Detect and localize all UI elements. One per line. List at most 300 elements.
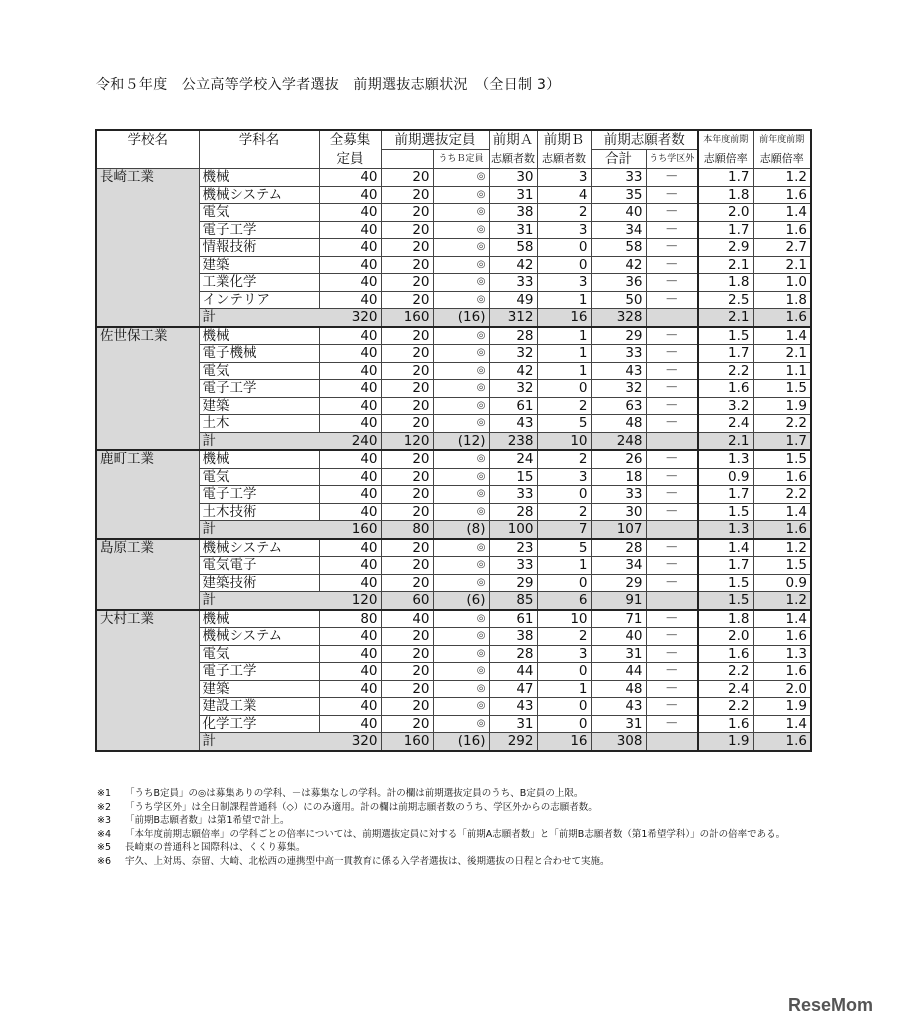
footnote-marker: ※4 <box>97 828 112 840</box>
prev-rate-cell: 1.2 <box>753 539 811 557</box>
dept-cell: 計 <box>199 309 319 327</box>
dept-cell: 情報技術 <box>199 239 319 257</box>
dept-cell: 機械 <box>199 610 319 628</box>
b-applicants-cell: 5 <box>537 539 591 557</box>
out-of-district-cell: － <box>646 628 698 646</box>
out-of-district-cell: － <box>646 468 698 486</box>
rate-cell: 2.2 <box>698 698 753 716</box>
applicants-total-cell: 43 <box>591 698 646 716</box>
rate-cell: 2.2 <box>698 362 753 380</box>
b-applicants-cell: 5 <box>537 415 591 433</box>
total-cap-cell: 40 <box>319 397 381 415</box>
header-rate-2: 志願倍率 <box>698 150 753 169</box>
a-applicants-cell: 33 <box>489 486 537 504</box>
prev-rate-cell: 1.6 <box>753 309 811 327</box>
table-row <box>96 539 811 557</box>
rate-cell: 1.3 <box>698 521 753 539</box>
a-applicants-cell: 31 <box>489 715 537 733</box>
b-applicants-cell: 1 <box>537 680 591 698</box>
dept-cell: 機械システム <box>199 186 319 204</box>
b-cap-cell: ◎ <box>433 663 489 681</box>
prev-rate-cell: 1.4 <box>753 503 811 521</box>
footnote-text: 「うちB定員」の◎は募集ありの学科、－は募集なしの学科。計の欄は前期選抜定員のうち、B定員の上限。 <box>125 788 584 799</box>
b-cap-cell: ◎ <box>433 645 489 663</box>
prev-rate-cell: 1.6 <box>753 221 811 239</box>
table-row <box>96 204 811 222</box>
dept-cell: 化学工学 <box>199 715 319 733</box>
applicants-total-cell: 63 <box>591 397 646 415</box>
table-row <box>96 557 811 575</box>
rate-cell: 2.4 <box>698 415 753 433</box>
applicants-total-cell: 42 <box>591 256 646 274</box>
page-title: 令和５年度 公立高等学校入学者選抜 前期選抜志願状況 （全日制 3） <box>96 77 561 93</box>
zenki-cap-cell: 20 <box>381 645 433 663</box>
footnote-text: 「前期B志願者数」は第1希望で計上。 <box>125 815 290 827</box>
applicants-total-cell: 28 <box>591 539 646 557</box>
rate-cell: 1.4 <box>698 539 753 557</box>
header-blank <box>381 150 433 169</box>
footnote <box>97 787 785 801</box>
total-cap-cell: 40 <box>319 362 381 380</box>
applicants-total-cell: 31 <box>591 645 646 663</box>
a-applicants-cell: 31 <box>489 221 537 239</box>
table-row <box>96 680 811 698</box>
dept-cell: 電気電子 <box>199 557 319 575</box>
b-applicants-cell: 0 <box>537 239 591 257</box>
total-cap-cell: 320 <box>319 733 381 751</box>
out-of-district-cell <box>646 592 698 610</box>
total-cap-cell: 240 <box>319 432 381 450</box>
out-of-district-cell: － <box>646 680 698 698</box>
a-applicants-cell: 43 <box>489 698 537 716</box>
application-status-table <box>95 129 812 752</box>
dept-cell: 電子工学 <box>199 663 319 681</box>
out-of-district-cell: － <box>646 362 698 380</box>
total-cap-cell: 40 <box>319 645 381 663</box>
applicants-total-cell: 248 <box>591 432 646 450</box>
a-applicants-cell: 38 <box>489 628 537 646</box>
table-row <box>96 503 811 521</box>
applicants-total-cell: 31 <box>591 715 646 733</box>
b-cap-cell: ◎ <box>433 680 489 698</box>
a-applicants-cell: 15 <box>489 468 537 486</box>
prev-rate-cell: 2.0 <box>753 680 811 698</box>
applicants-total-cell: 35 <box>591 186 646 204</box>
b-cap-cell: ◎ <box>433 539 489 557</box>
out-of-district-cell: － <box>646 380 698 398</box>
rate-cell: 1.7 <box>698 486 753 504</box>
header-b: 前期Ｂ <box>537 130 591 150</box>
table-row <box>96 380 811 398</box>
table-row <box>96 345 811 363</box>
b-cap-cell: ◎ <box>433 327 489 345</box>
dept-cell: 土木 <box>199 415 319 433</box>
b-applicants-cell: 7 <box>537 521 591 539</box>
a-applicants-cell: 33 <box>489 557 537 575</box>
applicants-total-cell: 34 <box>591 557 646 575</box>
zenki-cap-cell: 20 <box>381 539 433 557</box>
b-cap-cell: ◎ <box>433 628 489 646</box>
zenki-cap-cell: 120 <box>381 432 433 450</box>
b-applicants-cell: 0 <box>537 380 591 398</box>
table-row <box>96 221 811 239</box>
table-row <box>96 291 811 309</box>
out-of-district-cell: － <box>646 327 698 345</box>
footnote <box>97 841 785 855</box>
total-cap-cell: 40 <box>319 169 381 187</box>
b-cap-cell: ◎ <box>433 450 489 468</box>
rate-cell: 2.1 <box>698 432 753 450</box>
b-applicants-cell: 3 <box>537 645 591 663</box>
b-cap-cell: ◎ <box>433 415 489 433</box>
applicants-total-cell: 26 <box>591 450 646 468</box>
total-cap-cell: 40 <box>319 539 381 557</box>
b-cap-cell: ◎ <box>433 256 489 274</box>
b-cap-cell: ◎ <box>433 503 489 521</box>
rate-cell: 1.6 <box>698 645 753 663</box>
b-cap-cell: ◎ <box>433 557 489 575</box>
total-cap-cell: 40 <box>319 186 381 204</box>
school-name: 大村工業 <box>96 610 199 751</box>
out-of-district-cell: － <box>646 539 698 557</box>
rate-cell: 1.5 <box>698 327 753 345</box>
rate-cell: 2.1 <box>698 309 753 327</box>
b-applicants-cell: 3 <box>537 221 591 239</box>
applicants-total-cell: 308 <box>591 733 646 751</box>
dept-cell: 建築 <box>199 397 319 415</box>
rate-cell: 1.5 <box>698 574 753 592</box>
b-cap-cell: (16) <box>433 733 489 751</box>
zenki-cap-cell: 20 <box>381 397 433 415</box>
applicants-total-cell: 91 <box>591 592 646 610</box>
out-of-district-cell: － <box>646 186 698 204</box>
dept-cell: 電子工学 <box>199 221 319 239</box>
b-cap-cell: ◎ <box>433 169 489 187</box>
applicants-total-cell: 43 <box>591 362 646 380</box>
prev-rate-cell: 1.4 <box>753 610 811 628</box>
total-cap-cell: 40 <box>319 256 381 274</box>
out-of-district-cell: － <box>646 239 698 257</box>
b-applicants-cell: 2 <box>537 397 591 415</box>
prev-rate-cell: 2.1 <box>753 345 811 363</box>
prev-rate-cell: 1.7 <box>753 432 811 450</box>
b-applicants-cell: 0 <box>537 663 591 681</box>
prev-rate-cell: 1.3 <box>753 645 811 663</box>
total-row <box>96 309 811 327</box>
b-applicants-cell: 0 <box>537 574 591 592</box>
prev-rate-cell: 1.2 <box>753 169 811 187</box>
zenki-cap-cell: 20 <box>381 274 433 292</box>
header-a: 前期Ａ <box>489 130 537 150</box>
rate-cell: 3.2 <box>698 397 753 415</box>
header-app-sum: 合計 <box>591 150 646 169</box>
b-applicants-cell: 2 <box>537 450 591 468</box>
zenki-cap-cell: 20 <box>381 503 433 521</box>
prev-rate-cell: 1.5 <box>753 380 811 398</box>
out-of-district-cell: － <box>646 645 698 663</box>
prev-rate-cell: 1.5 <box>753 450 811 468</box>
b-cap-cell: ◎ <box>433 380 489 398</box>
total-row <box>96 432 811 450</box>
out-of-district-cell: － <box>646 345 698 363</box>
out-of-district-cell: － <box>646 557 698 575</box>
prev-rate-cell: 1.0 <box>753 274 811 292</box>
applicants-total-cell: 32 <box>591 380 646 398</box>
rate-cell: 1.3 <box>698 450 753 468</box>
total-cap-cell: 40 <box>319 415 381 433</box>
applicants-total-cell: 40 <box>591 204 646 222</box>
table-row <box>96 169 811 187</box>
total-cap-cell: 320 <box>319 309 381 327</box>
b-applicants-cell: 1 <box>537 291 591 309</box>
rate-cell: 0.9 <box>698 468 753 486</box>
table-row <box>96 715 811 733</box>
prev-rate-cell: 1.4 <box>753 204 811 222</box>
dept-cell: 土木技術 <box>199 503 319 521</box>
applicants-total-cell: 18 <box>591 468 646 486</box>
school-name: 長崎工業 <box>96 169 199 327</box>
applicants-total-cell: 107 <box>591 521 646 539</box>
a-applicants-cell: 42 <box>489 362 537 380</box>
applicants-total-cell: 30 <box>591 503 646 521</box>
b-cap-cell: ◎ <box>433 291 489 309</box>
total-cap-cell: 40 <box>319 574 381 592</box>
table-row <box>96 610 811 628</box>
a-applicants-cell: 42 <box>489 256 537 274</box>
out-of-district-cell: － <box>646 698 698 716</box>
prev-rate-cell: 1.6 <box>753 468 811 486</box>
a-applicants-cell: 61 <box>489 397 537 415</box>
rate-cell: 1.8 <box>698 274 753 292</box>
prev-rate-cell: 1.6 <box>753 521 811 539</box>
dept-cell: 工業化学 <box>199 274 319 292</box>
b-applicants-cell: 0 <box>537 715 591 733</box>
prev-rate-cell: 1.4 <box>753 715 811 733</box>
prev-rate-cell: 1.6 <box>753 186 811 204</box>
table-row <box>96 628 811 646</box>
total-cap-cell: 40 <box>319 557 381 575</box>
prev-rate-cell: 1.5 <box>753 557 811 575</box>
a-applicants-cell: 28 <box>489 327 537 345</box>
a-applicants-cell: 28 <box>489 503 537 521</box>
dept-cell: 建築 <box>199 680 319 698</box>
header-a-2: 志願者数 <box>489 150 537 169</box>
b-applicants-cell: 2 <box>537 204 591 222</box>
zenki-cap-cell: 20 <box>381 680 433 698</box>
table-row <box>96 450 811 468</box>
rate-cell: 1.8 <box>698 186 753 204</box>
prev-rate-cell: 1.6 <box>753 733 811 751</box>
b-applicants-cell: 1 <box>537 362 591 380</box>
b-applicants-cell: 4 <box>537 186 591 204</box>
b-cap-cell: ◎ <box>433 221 489 239</box>
header-total-cap-2: 定員 <box>319 150 381 169</box>
a-applicants-cell: 43 <box>489 415 537 433</box>
b-applicants-cell: 3 <box>537 169 591 187</box>
table-row <box>96 698 811 716</box>
rate-cell: 1.5 <box>698 503 753 521</box>
rate-cell: 1.5 <box>698 592 753 610</box>
header-prev-rate: 前年度前期 <box>753 130 811 150</box>
prev-rate-cell: 2.2 <box>753 486 811 504</box>
school-name: 佐世保工業 <box>96 327 199 451</box>
table-row <box>96 574 811 592</box>
b-cap-cell: ◎ <box>433 397 489 415</box>
school-name: 鹿町工業 <box>96 450 199 539</box>
b-applicants-cell: 10 <box>537 432 591 450</box>
zenki-cap-cell: 20 <box>381 715 433 733</box>
dept-cell: 計 <box>199 432 319 450</box>
applicants-total-cell: 29 <box>591 574 646 592</box>
b-cap-cell: ◎ <box>433 362 489 380</box>
prev-rate-cell: 1.8 <box>753 291 811 309</box>
footnote <box>97 801 785 815</box>
b-cap-cell: ◎ <box>433 610 489 628</box>
applicants-total-cell: 50 <box>591 291 646 309</box>
prev-rate-cell: 1.1 <box>753 362 811 380</box>
total-cap-cell: 40 <box>319 680 381 698</box>
footnote-marker: ※5 <box>97 842 112 854</box>
b-applicants-cell: 6 <box>537 592 591 610</box>
prev-rate-cell: 2.1 <box>753 256 811 274</box>
a-applicants-cell: 28 <box>489 645 537 663</box>
prev-rate-cell: 2.7 <box>753 239 811 257</box>
table-row <box>96 256 811 274</box>
zenki-cap-cell: 20 <box>381 345 433 363</box>
out-of-district-cell: － <box>646 415 698 433</box>
a-applicants-cell: 100 <box>489 521 537 539</box>
zenki-cap-cell: 20 <box>381 256 433 274</box>
total-row <box>96 733 811 751</box>
total-cap-cell: 40 <box>319 221 381 239</box>
dept-cell: 計 <box>199 521 319 539</box>
b-applicants-cell: 16 <box>537 733 591 751</box>
prev-rate-cell: 1.4 <box>753 327 811 345</box>
applicants-total-cell: 33 <box>591 345 646 363</box>
header-zenki-cap: 前期選抜定員 <box>381 130 489 150</box>
zenki-cap-cell: 20 <box>381 186 433 204</box>
out-of-district-cell <box>646 432 698 450</box>
footnote-marker: ※1 <box>97 788 112 799</box>
zenki-cap-cell: 80 <box>381 521 433 539</box>
total-cap-cell: 40 <box>319 274 381 292</box>
dept-cell: 機械 <box>199 169 319 187</box>
b-applicants-cell: 3 <box>537 274 591 292</box>
b-applicants-cell: 1 <box>537 327 591 345</box>
prev-rate-cell: 1.9 <box>753 698 811 716</box>
footnote-marker: ※6 <box>97 855 112 867</box>
rate-cell: 1.7 <box>698 557 753 575</box>
zenki-cap-cell: 20 <box>381 698 433 716</box>
zenki-cap-cell: 160 <box>381 309 433 327</box>
total-row <box>96 592 811 610</box>
b-applicants-cell: 1 <box>537 557 591 575</box>
out-of-district-cell: － <box>646 450 698 468</box>
table-row <box>96 362 811 380</box>
dept-cell: 機械 <box>199 327 319 345</box>
header-app-out: うち学区外 <box>646 150 698 169</box>
dept-cell: 機械システム <box>199 628 319 646</box>
rate-cell: 2.0 <box>698 628 753 646</box>
total-cap-cell: 40 <box>319 291 381 309</box>
rate-cell: 1.6 <box>698 715 753 733</box>
applicants-total-cell: 48 <box>591 415 646 433</box>
rate-cell: 1.6 <box>698 380 753 398</box>
rate-cell: 1.7 <box>698 345 753 363</box>
header-school: 学校名 <box>96 130 199 169</box>
out-of-district-cell: － <box>646 221 698 239</box>
applicants-total-cell: 48 <box>591 680 646 698</box>
b-cap-cell: ◎ <box>433 574 489 592</box>
table-row <box>96 645 811 663</box>
total-row <box>96 521 811 539</box>
applicants-total-cell: 40 <box>591 628 646 646</box>
b-cap-cell: ◎ <box>433 715 489 733</box>
b-cap-cell: ◎ <box>433 239 489 257</box>
rate-cell: 1.8 <box>698 610 753 628</box>
a-applicants-cell: 29 <box>489 574 537 592</box>
total-cap-cell: 40 <box>319 628 381 646</box>
zenki-cap-cell: 20 <box>381 574 433 592</box>
total-cap-cell: 40 <box>319 380 381 398</box>
zenki-cap-cell: 20 <box>381 450 433 468</box>
rate-cell: 1.9 <box>698 733 753 751</box>
header-prev-rate-2: 志願倍率 <box>753 150 811 169</box>
total-cap-cell: 40 <box>319 345 381 363</box>
b-applicants-cell: 0 <box>537 256 591 274</box>
a-applicants-cell: 30 <box>489 169 537 187</box>
footnote-text: 長崎東の普通科と国際科は、くくり募集。 <box>125 842 306 854</box>
zenki-cap-cell: 20 <box>381 327 433 345</box>
a-applicants-cell: 38 <box>489 204 537 222</box>
footnote-text: 宇久、上対馬、奈留、大崎、北松西の連携型中高一貫教育に係る入学者選抜は、後期選抜の日程と合わせて実施。 <box>125 855 610 867</box>
applicants-total-cell: 328 <box>591 309 646 327</box>
header-b-2: 志願者数 <box>537 150 591 169</box>
rate-cell: 2.9 <box>698 239 753 257</box>
a-applicants-cell: 32 <box>489 345 537 363</box>
rate-cell: 2.4 <box>698 680 753 698</box>
footnote-marker: ※3 <box>97 815 112 827</box>
zenki-cap-cell: 20 <box>381 221 433 239</box>
dept-cell: 機械 <box>199 450 319 468</box>
total-cap-cell: 120 <box>319 592 381 610</box>
header-rate: 本年度前期 <box>698 130 753 150</box>
b-applicants-cell: 16 <box>537 309 591 327</box>
out-of-district-cell <box>646 309 698 327</box>
zenki-cap-cell: 20 <box>381 380 433 398</box>
a-applicants-cell: 58 <box>489 239 537 257</box>
total-cap-cell: 40 <box>319 450 381 468</box>
b-applicants-cell: 1 <box>537 345 591 363</box>
b-cap-cell: ◎ <box>433 698 489 716</box>
dept-cell: 建築技術 <box>199 574 319 592</box>
prev-rate-cell: 2.2 <box>753 415 811 433</box>
dept-cell: 電気 <box>199 468 319 486</box>
footnote-text: 「本年度前期志願倍率」の学科ごとの倍率については、前期選抜定員に対する「前期A志願者数」と「前期B志願者数（第1希望学科）」の計の倍率である。 <box>125 828 786 840</box>
out-of-district-cell: － <box>646 274 698 292</box>
applicants-total-cell: 33 <box>591 169 646 187</box>
total-cap-cell: 80 <box>319 610 381 628</box>
zenki-cap-cell: 20 <box>381 663 433 681</box>
footnote-text: 「うち学区外」は全日制課程普通科（◇）にのみ適用。計の欄は前期志願者数のうち、学区外からの志願者数。 <box>125 801 598 813</box>
prev-rate-cell: 0.9 <box>753 574 811 592</box>
dept-cell: 機械システム <box>199 539 319 557</box>
total-cap-cell: 160 <box>319 521 381 539</box>
zenki-cap-cell: 20 <box>381 362 433 380</box>
rate-cell: 2.1 <box>698 256 753 274</box>
dept-cell: 電気 <box>199 362 319 380</box>
total-cap-cell: 40 <box>319 204 381 222</box>
